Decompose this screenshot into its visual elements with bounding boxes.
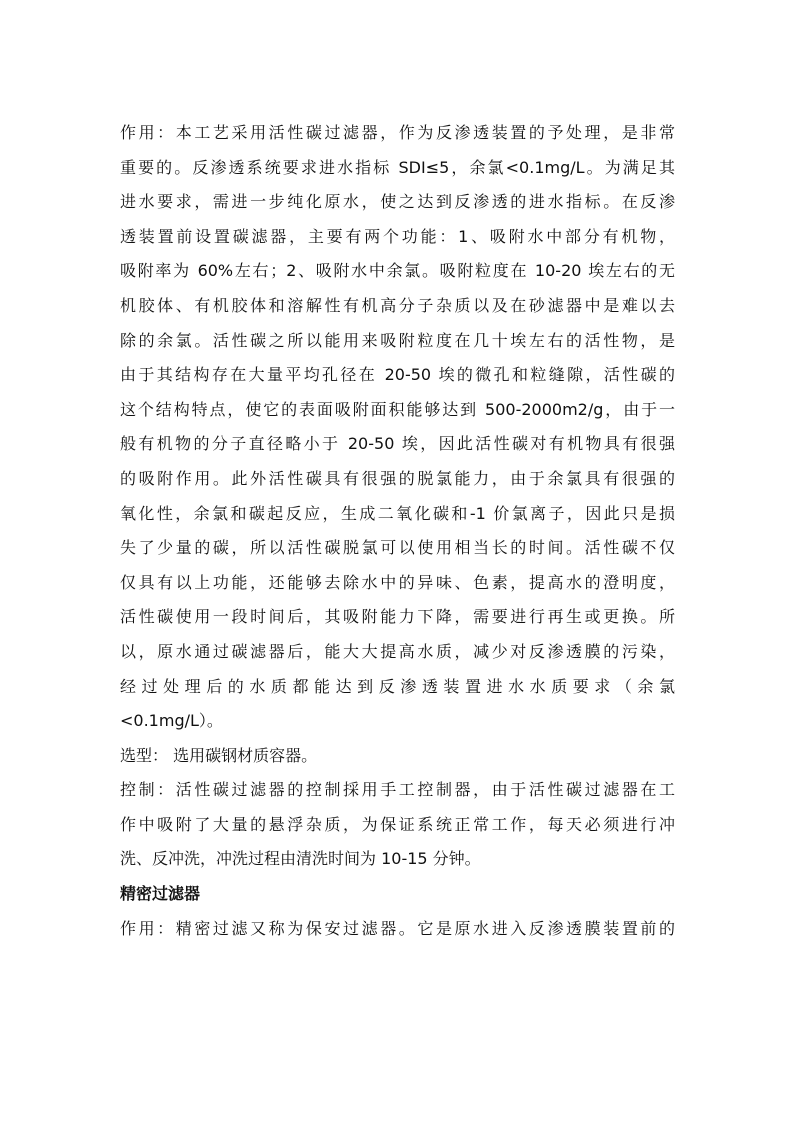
paragraph-line: 除的余氯。活性碳之所以能用来吸附粒度在几十埃左右的活性物，是 (120, 330, 675, 350)
paragraph-line: 透装置前设置碳滤器，主要有两个功能：1、吸附水中部分有机物， (120, 226, 675, 246)
paragraph-line: 吸附率为 60%左右；2、吸附水中余氯。吸附粒度在 10-20 埃左右的无 (120, 261, 675, 281)
paragraph-line: 氧化性，余氯和碳起反应，生成二氧化碳和-1 价氯离子，因此只是损 (120, 503, 675, 523)
paragraph-line: 进水要求，需进一步纯化原水，使之达到反渗透的进水指标。在反渗 (120, 192, 675, 212)
paragraph-line: 这个结构特点，使它的表面吸附面积能够达到 500-2000m2/g，由于一 (120, 399, 675, 419)
paragraph-line: 般有机物的分子直径略小于 20-50 埃，因此活性碳对有机物具有很强 (120, 434, 675, 454)
selection-line: 选型： 选用碳钢材质容器。 (120, 745, 318, 765)
control-line: 控制：活性碳过滤器的控制採用手工控制器，由于活性碳过滤器在工 (120, 780, 675, 800)
document-page (120, 116, 675, 946)
paragraph-line: 重要的。反渗透系统要求进水指标 SDI≤5，余氯<0.1mg/L。为满足其 (120, 157, 675, 177)
paragraph-line: 仅具有以上功能，还能够去除水中的异味、色素，提高水的澄明度， (120, 572, 675, 592)
paragraph-line: 作用：本工艺采用活性碳过滤器，作为反渗透装置的予处理，是非常 (120, 123, 675, 142)
paragraph-line: <0.1mg/L）。 (120, 711, 223, 731)
paragraph-line: 经过处理后的水质都能达到反渗透装置进水水质要求（余氯 (120, 676, 675, 696)
paragraph-line: 作用：精密过滤又称为保安过滤器。它是原水进入反渗透膜装置前的 (120, 918, 675, 938)
paragraph-line: 的吸附作用。此外活性碳具有很强的脱氯能力，由于余氯具有很强的 (120, 468, 675, 488)
paragraph-line: 机胶体、有机胶体和溶解性有机高分子杂质以及在砂滤器中是难以去 (120, 295, 675, 315)
section-heading: 精密过滤器 (120, 884, 201, 904)
paragraph-line: 活性碳使用一段时间后，其吸附能力下降，需要进行再生或更换。所 (120, 607, 675, 627)
paragraph-line: 失了少量的碳，所以活性碳脱氯可以使用相当长的时间。活性碳不仅 (120, 538, 675, 558)
paragraph-line: 以，原水通过碳滤器后，能大大提高水质，减少对反渗透膜的污染， (120, 641, 675, 661)
control-line: 洗、反冲洗，冲洗过程由清洗时间为 10-15 分钟。 (120, 849, 481, 869)
control-line: 作中吸附了大量的悬浮杂质，为保证系统正常工作，每天必须进行冲 (120, 814, 675, 834)
paragraph-line: 由于其结构存在大量平均孔径在 20-50 埃的微孔和粒缝隙，活性碳的 (120, 365, 675, 385)
